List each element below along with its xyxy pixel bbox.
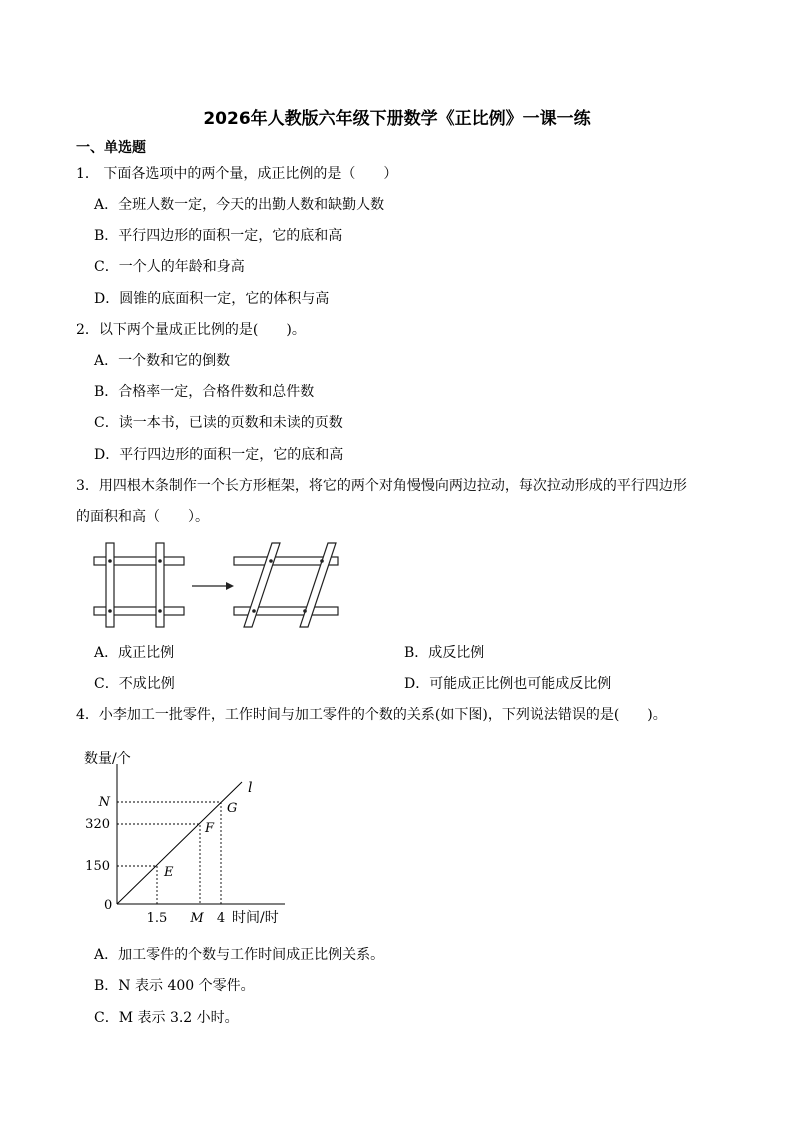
question-1-option-a[interactable]: A．全班人数一定，今天的出勤人数和缺勤人数 <box>94 197 385 213</box>
origin-label: 0 <box>104 898 113 913</box>
question-2-option-b[interactable]: B．合格率一定，合格件数和总件数 <box>94 384 315 400</box>
question-3-option-c[interactable]: C．不成比例 <box>94 676 175 692</box>
question-3-option-d[interactable]: D．可能成正比例也可能成反比例 <box>404 676 612 692</box>
section-heading: 一、单选题 <box>76 140 146 156</box>
arrow-icon <box>192 582 234 590</box>
line-l <box>117 782 242 904</box>
question-1-stem: 1． 下面各选项中的两个量，成正比例的是（ ） <box>76 166 398 182</box>
y-tick-320: 320 <box>85 817 110 832</box>
question-1-option-d[interactable]: D．圆锥的底面积一定，它的体积与高 <box>94 291 330 307</box>
question-2-option-a[interactable]: A．一个数和它的倒数 <box>94 353 231 369</box>
x-tick-m: M <box>190 911 204 926</box>
question-4-stem: 4．小李加工一批零件，工作时间与加工零件的个数的关系(如下图)，下列说法错误的是( )。 <box>76 707 667 723</box>
work-time-graph <box>80 742 300 928</box>
line-l-label: l <box>248 780 253 796</box>
y-tick-150: 150 <box>85 859 110 874</box>
question-1-option-b[interactable]: B．平行四边形的面积一定，它的底和高 <box>94 228 343 244</box>
question-4-option-a[interactable]: A．加工零件的个数与工作时间成正比例关系。 <box>94 947 385 963</box>
question-4-option-c[interactable]: C．M 表示 3.2 小时。 <box>94 1010 239 1026</box>
frame-transform-figure <box>86 540 346 630</box>
question-2-option-d[interactable]: D．平行四边形的面积一定，它的底和高 <box>94 447 344 463</box>
x-tick-1-5: 1.5 <box>146 911 168 926</box>
question-3-option-a[interactable]: A．成正比例 <box>94 645 175 661</box>
question-4-option-b[interactable]: B．N 表示 400 个零件。 <box>94 978 255 994</box>
point-f-label: F <box>205 821 215 836</box>
question-3-stem-line2: 的面积和高（ ）。 <box>76 509 209 525</box>
y-tick-n: N <box>98 795 110 810</box>
question-2-stem: 2．以下两个量成正比例的是( )。 <box>76 322 306 338</box>
question-3-option-b[interactable]: B．成反比例 <box>404 645 485 661</box>
frame-bar-right <box>156 543 164 627</box>
page-title: 2026年人教版六年级下册数学《正比例》一课一练 <box>203 109 591 129</box>
question-1-option-c[interactable]: C．一个人的年龄和身高 <box>94 259 245 275</box>
y-axis-label: 数量/个 <box>84 751 131 767</box>
point-e-label: E <box>164 865 174 880</box>
point-g-label: G <box>227 801 238 816</box>
question-3-stem-line1: 3．用四根木条制作一个长方形框架，将它的两个对角慢慢向两边拉动，每次拉动形成的平行四边形 <box>76 478 687 494</box>
x-axis-label: 时间/时 <box>232 910 279 926</box>
question-2-option-c[interactable]: C．读一本书，已读的页数和未读的页数 <box>94 415 343 431</box>
x-tick-4: 4 <box>216 911 226 926</box>
frame-bar-left <box>106 543 114 627</box>
